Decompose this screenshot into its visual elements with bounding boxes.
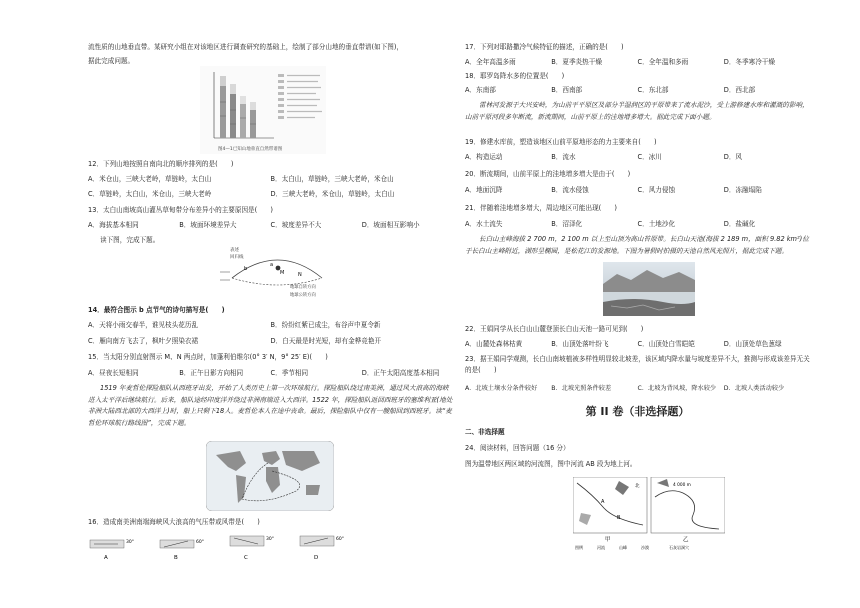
q20-stem: 20．断流期间，山前平原上的洼地增多增大是由于( ) <box>465 170 631 178</box>
changbai-passage: 长白山主峰海拔 2 700 m，2 100 m 以上至山顶为高山苔原带。长白山天池(海拔 2 189 m，面积 9.82 km²)位于长白山主峰附近，湖形呈椭圆，是松花江的发源地。下图为暑假时拍摄的天池自然风光照片，据此完成下题。 <box>465 235 809 255</box>
q20-option-b[interactable]: B．流水侵蚀 <box>551 186 589 194</box>
q13-option-a[interactable]: A．海拔基本相同 <box>88 221 139 229</box>
q17-option-b[interactable]: B．夏季炎热干燥 <box>551 58 602 66</box>
q21-option-b[interactable]: B．沼泽化 <box>551 220 583 228</box>
orbit-label-a: a <box>270 262 274 268</box>
q19-option-a[interactable]: A．构造运动 <box>465 153 503 161</box>
q12-option-d[interactable]: D．三峡大老岭，米仓山，草链岭，太白山 <box>270 190 395 198</box>
world-route-map <box>206 441 334 511</box>
orbit-legend-2: 回归线 <box>230 255 244 260</box>
map-elevation: 4 000 m <box>673 483 691 488</box>
chart-caption: 图4—1已知山地垂直自然带谱图 <box>218 147 283 152</box>
q16-lat-c: 30° <box>266 537 274 542</box>
map-legend-peak: 山峰 <box>619 545 627 550</box>
q22-option-d[interactable]: D．山顶处草色葱绿 <box>723 340 782 348</box>
right-column <box>465 0 810 608</box>
q23-stem: 23．据王娟同学观测，长白山南坡植被多样性明显较北坡差，该区域内降水量与坡度差异不大，推测与形成该差异无关的是( ) <box>465 355 810 374</box>
q18-options <box>465 86 810 95</box>
q15-option-d[interactable]: D．正午太阳高度基本相同 <box>361 369 440 377</box>
q16-letter-b: B <box>174 555 178 561</box>
map-legend-cave: 石灰岩洞穴 <box>669 545 689 550</box>
q22-option-b[interactable]: B．山顶处落叶纷飞 <box>551 340 609 348</box>
q24-stem: 24．阅读材料，回答问题（16 分） <box>465 444 570 452</box>
q16-lat-a: 30° <box>126 540 134 545</box>
q19-option-c[interactable]: C．冰川 <box>637 153 662 161</box>
q17-stem: 17．下列对耶路撒冷气候特征的描述，正确的是( ) <box>465 43 624 51</box>
q21-option-d[interactable]: D．盐碱化 <box>723 220 756 228</box>
q16-lat-d: 60° <box>336 537 344 542</box>
orbit-legend-4: 地球公转方向 <box>290 293 316 298</box>
map-label-a: A <box>601 499 605 505</box>
orbit-label-m: M <box>280 270 285 276</box>
q15-options <box>88 369 453 378</box>
q20-option-d[interactable]: D．冻融塌陷 <box>723 186 762 194</box>
q16-lat-b: 60° <box>196 540 204 545</box>
map-yi <box>651 477 725 533</box>
q17-options <box>465 58 810 67</box>
q22-option-c[interactable]: C．山顶处白雪皑皑 <box>637 340 695 348</box>
q12-options-row1 <box>88 175 453 184</box>
map-caption-yi: 乙 <box>683 537 689 543</box>
river-maps <box>573 477 725 551</box>
q12-stem: 12．下列山地按照自南向北的顺序排列的是( ) <box>88 160 234 168</box>
map-label-b: B <box>617 515 621 521</box>
q16-letter-c: C <box>244 555 248 561</box>
q16-figure-b[interactable] <box>160 539 204 561</box>
q21-stem: 21．伴随着洼地增多增大，周边地区可能出现( ) <box>465 204 618 212</box>
q22-stem: 22．王娟同学从长白山山麓登顶长白山天池一路可见到( ) <box>465 325 644 333</box>
q13-option-b[interactable]: B．坡面环境差异大 <box>179 221 237 229</box>
map-caption-jia: 甲 <box>605 537 611 543</box>
q13-stem: 13．太白山南坡高山灌丛草甸带分布差异小的主要原因是( ) <box>88 206 273 214</box>
q14-options-row1 <box>88 321 453 330</box>
vertical-zonation-chart <box>200 66 326 154</box>
q20-option-a[interactable]: A．地面沉降 <box>465 186 503 194</box>
q14-option-b[interactable]: B．纷纷红紫已成尘，布谷声中夏令新 <box>270 321 381 329</box>
orbit-label-n: N <box>298 272 302 278</box>
q16-wind-belt-figures <box>88 532 358 564</box>
q17-option-d[interactable]: D．冬季寒冷干燥 <box>723 58 775 66</box>
q14-option-a[interactable]: A．天将小雨交春半，谁见枝头花历乱 <box>88 321 199 329</box>
q23-options <box>465 385 810 393</box>
q16-stem: 16．造成南美洲南端海峡风大浪高的气压带或风带是( ) <box>88 518 260 526</box>
q18-option-c[interactable]: C．东北部 <box>637 86 669 94</box>
q12-options-row2 <box>88 190 453 199</box>
q18-option-a[interactable]: A．东南部 <box>465 86 496 94</box>
q16-figure-c[interactable] <box>230 536 274 561</box>
intro-line-2: 据此完成问题。 <box>88 57 135 65</box>
q20-options <box>465 186 810 195</box>
q22-option-a[interactable]: A．山麓处森林枯黄 <box>465 340 523 348</box>
section-title: 第 II 卷（非选择题） <box>585 405 690 418</box>
q14-option-d[interactable]: D．白天最是时光短，却有金桦竞艳开 <box>270 337 382 345</box>
q19-stem: 19．修建水库前，塑造该地区山前平原地形态的力主要来自( ) <box>465 138 657 146</box>
orbit-legend-3: 地球自转方向 <box>290 285 316 290</box>
q12-option-b[interactable]: B．太白山，草链岭，三峡大老岭，米仓山 <box>270 175 394 183</box>
q21-option-c[interactable]: C．土地沙化 <box>637 220 676 228</box>
q12-option-c[interactable]: C．草链岭，太白山，米仓山，三峡大老岭 <box>88 190 212 198</box>
map-jia <box>573 477 647 533</box>
q15-option-c[interactable]: C．季节相同 <box>270 369 309 377</box>
q19-option-d[interactable]: D．风 <box>723 153 743 161</box>
q13-option-d[interactable]: D．坡面相互影响小 <box>361 221 420 229</box>
q14-stem: 14．最符合图示 b 点节气的诗句描写是( ) <box>88 306 225 314</box>
q23-option-b[interactable]: B．北坡光照条件较差 <box>551 385 612 392</box>
q17-option-c[interactable]: C．全年温和多雨 <box>637 58 689 66</box>
q13-options <box>88 221 453 230</box>
subsection-title: 二、非选择题 <box>465 428 505 436</box>
orbit-label-b: b <box>244 266 248 272</box>
q18-option-d[interactable]: D．西北部 <box>723 86 756 94</box>
intro-line-1: 流性质的山地垂直带。某研究小组在对该地区进行调查研究的基础上，绘制了部分山地的垂直带谱(如下图)， <box>88 43 404 51</box>
q19-option-b[interactable]: B．流水 <box>551 153 576 161</box>
q18-stem: 18．耶罗岛降水多的位置是( ) <box>465 72 565 80</box>
q21-option-a[interactable]: A．水土流失 <box>465 220 503 228</box>
map-legend-river: 河流 <box>597 545 605 550</box>
q20-option-c[interactable]: C．风力侵蚀 <box>637 186 676 194</box>
q19-options <box>465 153 810 162</box>
q16-letter-a: A <box>104 555 108 561</box>
q15-option-b[interactable]: B．正午日影方向相同 <box>179 369 244 377</box>
river-passage: 雷林河发源于大兴安岭，为山前平平原区及部分半湿润区的平原带来了流水泥沙，受上游修建水库和灌溉的影响，山前平原河段多年断流，新流期间，山前平原上的洼地增多增大。据此完成下面小题。 <box>465 101 809 121</box>
q24-text: 图为温带地区两区域的河流图，图中河流 AB 段为地上河。 <box>465 460 637 468</box>
q14-intro: 读下图，完成下题。 <box>100 236 160 244</box>
q23-option-c[interactable]: C．北坡为背风坡，降水较少 <box>637 385 717 392</box>
map-legend-title: 图例 <box>575 545 583 550</box>
map-north: 北 <box>635 484 640 489</box>
left-column <box>88 0 453 608</box>
q23-option-a[interactable]: A．北坡土壤水分条件较好 <box>465 385 538 392</box>
q14-option-c[interactable]: C．雁向南方飞去了，枫叶夕照染衣裙 <box>88 337 199 345</box>
orbit-legend-1: 表述 <box>230 248 239 253</box>
q23-option-d[interactable]: D．北坡人类活动较少 <box>723 385 785 392</box>
q14-options-row2 <box>88 337 453 346</box>
q17-option-a[interactable]: A．全年高温多雨 <box>465 58 516 66</box>
earth-orbit-diagram <box>210 246 338 304</box>
q12-option-a[interactable]: A．米仓山，三峡大老岭，草链岭，太白山 <box>88 175 212 183</box>
q15-option-a[interactable]: A．昼夜长短相同 <box>88 369 139 377</box>
magellan-passage: 1519 年麦哲伦探险船队从西班牙出发，开始了人类历史上第一次环球航行。探险船队绕过南美洲，通过风大浪高的海峡进入太平洋后继续航行。后来，船队途经印度洋并绕过非洲南端进入大西洋。1522 年，探险船队返回西班牙的塞维利亚(地处非洲大陆西北部的大西洋上)时，船上只剩下18人。麦哲伦本人在途中丧命。最后，探险船队中仅有一艘船回到西班牙。读“麦哲伦环球航行路线图”，完成下题。 <box>88 384 453 427</box>
q16-figure-d[interactable] <box>300 536 344 561</box>
q15-stem: 15．当太阳分别直射图示 M、N 两点时，加蓬利伯维尔(0° 3′ N，9° 25′ E)( ) <box>88 353 328 361</box>
q13-option-c[interactable]: C．坡度差异不大 <box>270 221 322 229</box>
q22-options <box>465 340 810 349</box>
q16-figure-a[interactable] <box>90 539 134 561</box>
tianchi-photo <box>603 262 695 316</box>
q21-options <box>465 220 810 229</box>
q16-letter-d: D <box>314 555 319 561</box>
q18-option-b[interactable]: B．西南部 <box>551 86 583 94</box>
map-legend-desert: 沙漠 <box>641 545 649 550</box>
